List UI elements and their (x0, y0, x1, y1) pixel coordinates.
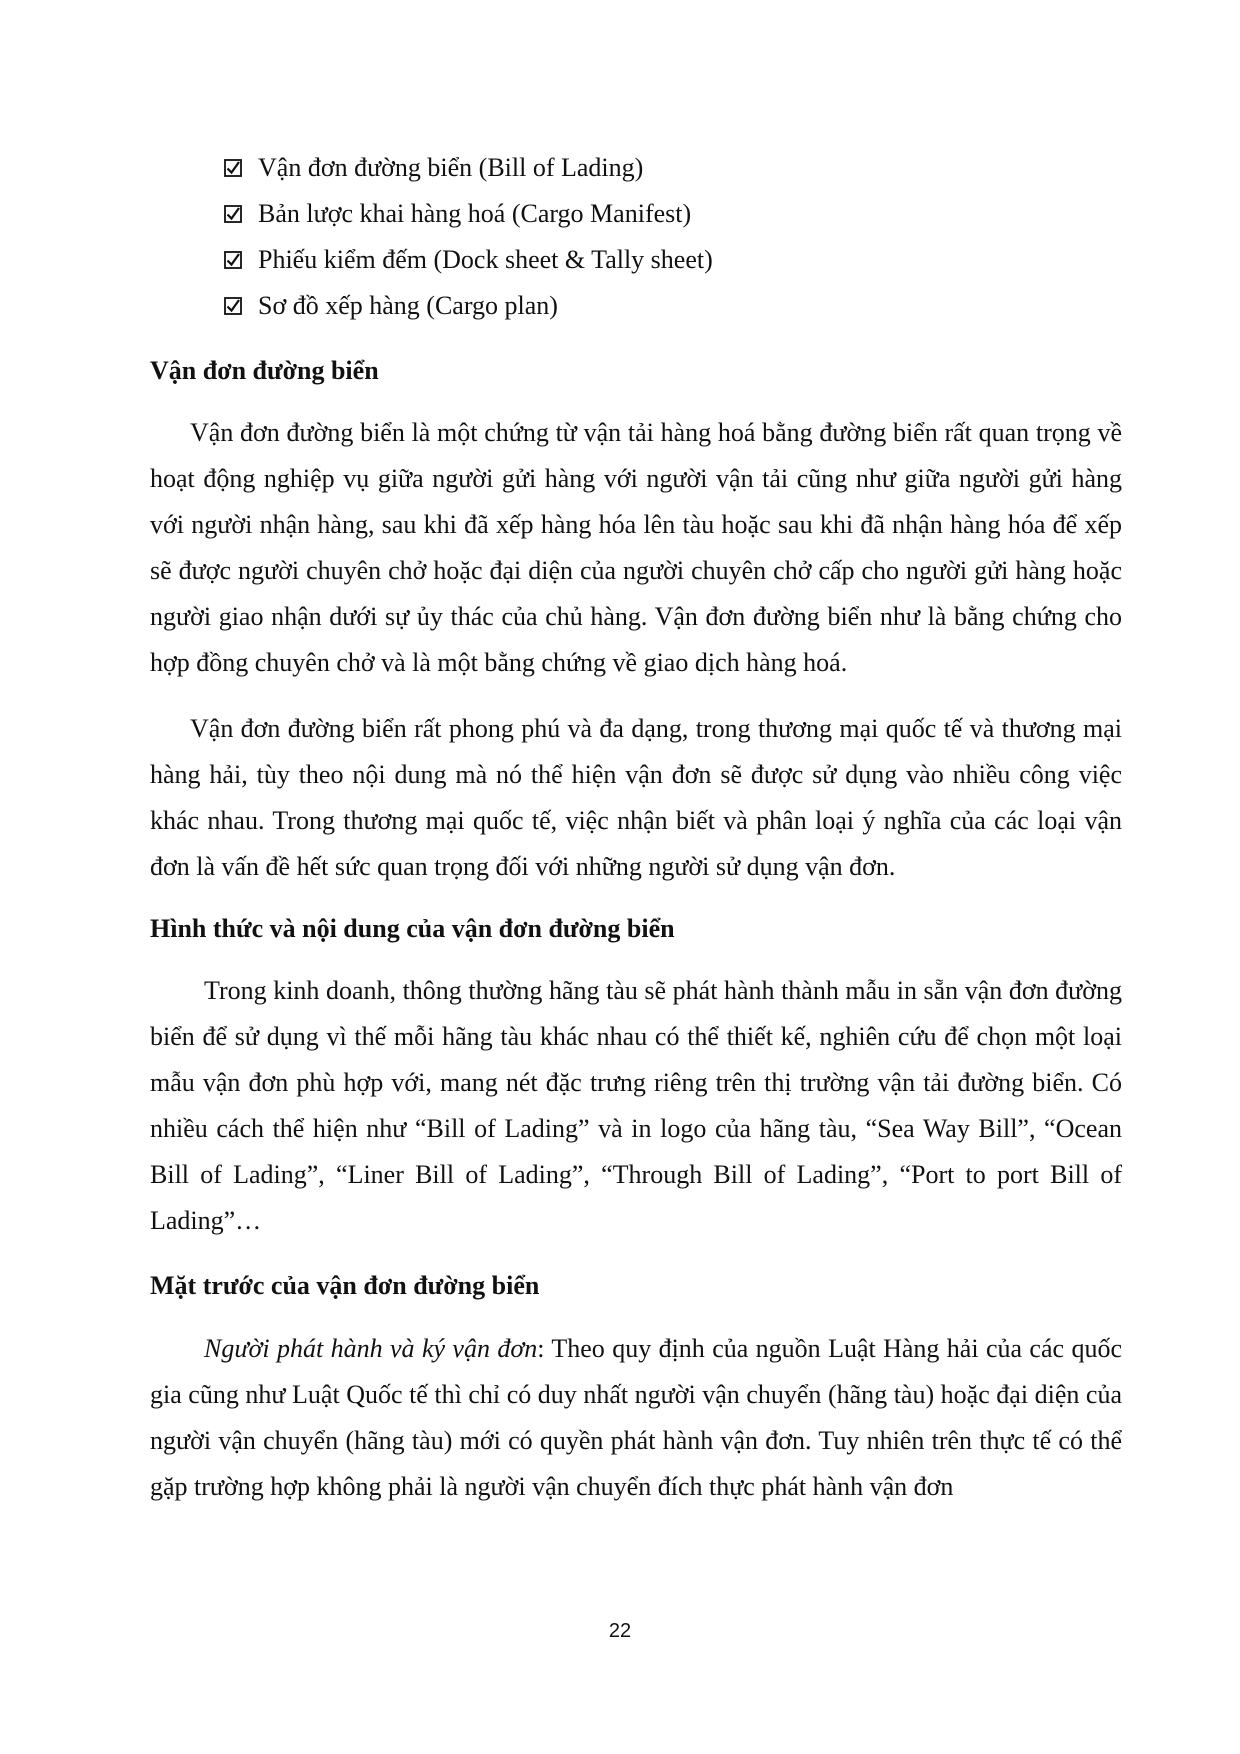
checkbox-checked-icon (224, 251, 242, 269)
paragraph-italic-term: Người phát hành và ký vận đơn (204, 1334, 538, 1363)
paragraph (150, 1326, 1122, 1510)
checklist-item (224, 145, 713, 191)
paragraph-text: Trong kinh doanh, thông thường hãng tàu sẽ phát hành thành mẫu in sẵn vận đơn đường biển để sử dụng vì thế mỗi hãng tàu khác nhau có thể thiết kế, nghiên cứu để chọn một loại mẫu vận đơn phù hợp với, mang nét đặc trưng riêng trên thị trường vận tải đường biển. Có nhiều cách thể hiện như “Bill of Lading” và in logo của hãng tàu, “Sea Way Bill”, “Ocean Bill of Lading”, “Liner Bill of Lading”, “Through Bill of Lading”, “Port to port Bill of Lading”… (150, 976, 1122, 1235)
document-checklist (224, 145, 713, 329)
section-heading-mat-truoc: Mặt trước của vận đơn đường biển (150, 1271, 540, 1300)
paragraph (150, 968, 1122, 1244)
checklist-item (224, 237, 713, 283)
checkbox-checked-icon (224, 297, 242, 315)
section-heading-hinh-thuc: Hình thức và nội dung của vận đơn đường biển (150, 914, 675, 943)
checklist-item-label: Sơ đồ xếp hàng (Cargo plan) (258, 291, 558, 320)
checkbox-checked-icon (224, 205, 242, 223)
checklist-item-label: Vận đơn đường biển (Bill of Lading) (258, 153, 644, 182)
page-number: 22 (608, 1620, 632, 1642)
checklist-item-label: Phiếu kiểm đếm (Dock sheet & Tally sheet) (258, 245, 713, 274)
paragraph-text: : Theo quy định của nguồn Luật Hàng hải của các quốc gia cũng như Luật Quốc tế thì chỉ có duy nhất người vận chuyển (hãng tàu) hoặc đại diện của người vận chuyển (hãng tàu) mới có quyền phát hành vận đơn. Tuy nhiên trên thực tế có thể gặp trường hợp không phải là người vận chuyển đích thực phát hành vận đơn (150, 1334, 1122, 1501)
paragraph (150, 410, 1122, 686)
checklist-item-label: Bản lược khai hàng hoá (Cargo Manifest) (258, 199, 692, 228)
checklist-item (224, 191, 713, 237)
section-heading-van-don: Vận đơn đường biển (150, 356, 379, 385)
checkbox-checked-icon (224, 159, 242, 177)
checklist-item (224, 283, 713, 329)
paragraph-text: Vận đơn đường biển rất phong phú và đa dạng, trong thương mại quốc tế và thương mại hàng hải, tùy theo nội dung mà nó thể hiện vận đơn sẽ được sử dụng vào nhiều công việc khác nhau. Trong thương mại quốc tế, việc nhận biết và phân loại ý nghĩa của các loại vận đơn là vấn đề hết sức quan trọng đối với những người sử dụng vận đơn. (150, 714, 1122, 881)
paragraph (150, 706, 1122, 890)
paragraph-text: Vận đơn đường biển là một chứng từ vận tải hàng hoá bằng đường biển rất quan trọng về hoạt động nghiệp vụ giữa người gửi hàng với người vận tải cũng như giữa người gửi hàng với người nhận hàng, sau khi đã xếp hàng hóa lên tàu hoặc sau khi đã nhận hàng hóa để xếp sẽ được người chuyên chở hoặc đại diện của người chuyên chở cấp cho người gửi hàng hoặc người giao nhận dưới sự ủy thác của chủ hàng. Vận đơn đường biển như là bằng chứng cho hợp đồng chuyên chở và là một bằng chứng về giao dịch hàng hoá. (150, 418, 1122, 677)
